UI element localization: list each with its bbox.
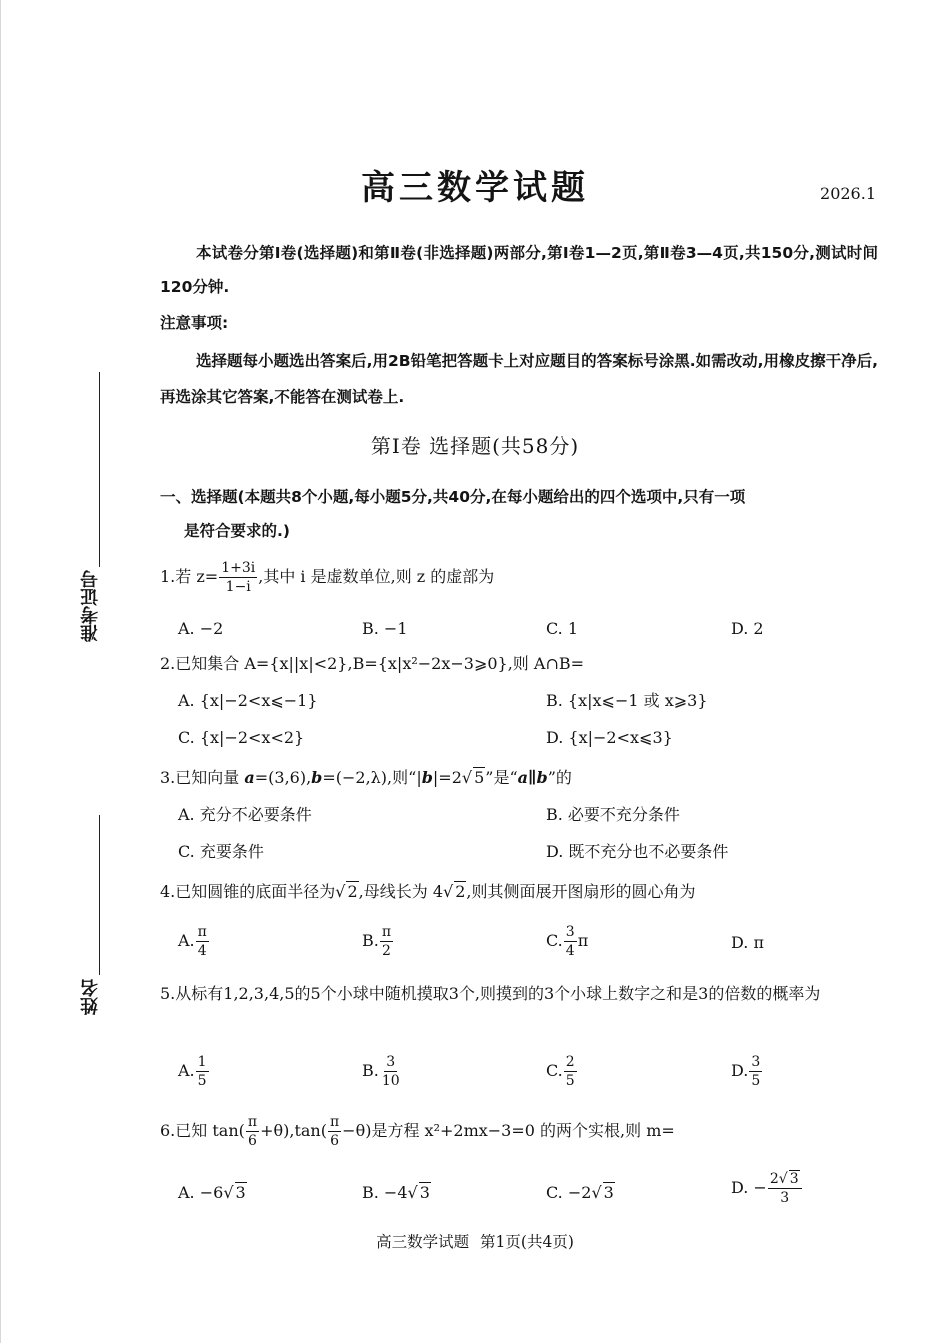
section1-heading-line1: 一、选择题(本题共8个小题,每小题5分,共40分,在每小题给出的四个选项中,只有一项 (160, 488, 746, 506)
q5-option-c (546, 1055, 578, 1088)
question-stem-part: =(3,6), (254, 768, 312, 787)
section1-heading (160, 480, 880, 548)
question-stem-part: ,其中 i 是虚数单位,则 z 的虚部为 (258, 567, 495, 586)
fraction-denominator: 1−i (225, 579, 251, 595)
question-number: 2. (160, 654, 176, 673)
fraction-denominator: 4 (565, 943, 575, 959)
question-stem-part: +θ),tan( (260, 1121, 327, 1140)
question-stem: 从标有1,2,3,4,5的5个小球中随机摸取3个,则摸到的3个小球上数字之和是3的倍数的概率为 (175, 984, 821, 1003)
option-label: A. (178, 931, 195, 950)
sqrt-radicand: 3 (419, 1183, 430, 1202)
question-stem-part: 若 z= (175, 567, 219, 586)
q3-option-b: B. 必要不充分条件 (546, 805, 680, 824)
fraction (564, 925, 577, 958)
question-2 (160, 651, 880, 677)
q4-option-c (546, 925, 588, 958)
q1-option-b: B. −1 (362, 619, 408, 638)
question-stem-part: =(−2,λ),则“| (322, 768, 422, 787)
fraction-denominator: 6 (330, 1133, 340, 1149)
question-1 (160, 561, 880, 594)
fraction (246, 1115, 259, 1148)
sqrt-radicand: 3 (789, 1171, 799, 1187)
exam-number-label: 准考证号 (80, 570, 101, 642)
fraction-denominator: 5 (197, 1073, 207, 1089)
fraction (380, 1055, 402, 1088)
option-label: A. −6 (178, 1183, 224, 1202)
page-footer: 高三数学试题 第1页(共4页) (376, 1233, 574, 1251)
sqrt-sign: √ (778, 1171, 788, 1187)
fraction-denominator: 10 (381, 1073, 400, 1089)
sqrt-radicand: 3 (235, 1183, 246, 1202)
fraction-numerator: 1 (197, 1054, 207, 1070)
notice-body: 选择题每小题选出答案后,用2B铅笔把答题卡上对应题目的答案标号涂黑.如需改动,用橡皮擦干净后,再选涂其它答案,不能答在测试卷上. (160, 352, 878, 406)
question-stem-part: 已知圆锥的底面半径为 (175, 882, 336, 901)
question-number: 3. (160, 768, 176, 787)
question-stem-part: ,则其侧面展开图扇形的圆心角为 (466, 882, 696, 901)
fraction (196, 925, 209, 958)
q1-option-a: A. −2 (178, 619, 224, 638)
q3-option-c: C. 充要条件 (178, 842, 264, 861)
sqrt-radicand: 2 (347, 882, 358, 901)
q3-option-d: D. 既不充分也不必要条件 (546, 842, 729, 861)
fraction-numerator: π (381, 924, 392, 940)
option-label: B. −4 (362, 1183, 408, 1202)
q6-option-c (546, 1180, 615, 1206)
q1-option-d: D. 2 (731, 619, 764, 638)
question-stem-part: ”是“ (485, 768, 518, 787)
option-label: B. (362, 1061, 379, 1080)
fraction (749, 1055, 762, 1088)
option-label: C. −2 (546, 1183, 592, 1202)
intro-paragraph: 本试卷分第Ⅰ卷(选择题)和第Ⅱ卷(非选择题)两部分,第Ⅰ卷1—2页,第Ⅱ卷3—4页,共150分,测试时间120分钟. (160, 244, 878, 296)
fraction (196, 1055, 209, 1088)
q5-option-d (731, 1055, 763, 1088)
section1-heading-line2: 是符合要求的.) (184, 522, 290, 540)
fraction-numerator: π (329, 1114, 340, 1130)
sqrt-radicand: 3 (603, 1183, 614, 1202)
sqrt-sign: √ (335, 882, 346, 901)
sqrt-radicand: 5 (474, 768, 485, 787)
q1-option-c: C. 1 (546, 619, 579, 638)
question-6 (160, 1115, 880, 1148)
question-stem-part: 已知向量 (175, 768, 245, 787)
fraction (219, 561, 257, 594)
fraction-numerator: 3 (751, 1054, 761, 1070)
question-number: 6. (160, 1121, 176, 1140)
exam-title: 高三数学试题 (361, 168, 589, 208)
exam-number-write-line (99, 372, 100, 567)
exam-number-field (78, 372, 122, 650)
option-text: π (753, 933, 764, 952)
question-number: 4. (160, 882, 176, 901)
question-stem-part: −θ)是方程 x²+2mx−3=0 的两个实根,则 m= (342, 1121, 675, 1140)
name-label: 姓名 (80, 979, 101, 1015)
coefficient: 2 (769, 1171, 779, 1187)
q5-option-a (178, 1055, 210, 1088)
part1-heading: 第Ⅰ卷 选择题(共58分) (370, 434, 580, 458)
sqrt-radicand: 2 (455, 882, 466, 901)
q2-option-a: A. {x|−2<x⩽−1} (178, 691, 318, 710)
option-suffix: π (577, 931, 589, 950)
sqrt-sign: √ (443, 882, 454, 901)
fraction (380, 925, 393, 958)
sqrt-sign: √ (591, 1183, 602, 1202)
question-stem-part: ”的 (547, 768, 572, 787)
q6-option-d (731, 1172, 803, 1205)
fraction-denominator: 5 (565, 1073, 575, 1089)
question-stem: 已知集合 A={x||x|<2},B={x|x²−2x−3⩾0},则 A∩B= (175, 654, 585, 673)
q6-option-a (178, 1180, 247, 1206)
name-write-line (99, 815, 100, 975)
q4-option-b (362, 925, 394, 958)
q4-option-d (731, 930, 764, 956)
fraction-numerator (768, 1172, 802, 1189)
q2-option-b: B. {x|x⩽−1 或 x⩾3} (546, 691, 708, 710)
fraction-denominator: 2 (381, 943, 391, 959)
fraction-numerator: π (197, 924, 207, 940)
question-number: 1. (160, 567, 176, 586)
fraction-denominator: 4 (197, 943, 207, 959)
q3-option-a: A. 充分不必要条件 (178, 805, 312, 824)
fraction (328, 1115, 341, 1148)
vector-parallel-expr: a∥b (517, 768, 548, 787)
question-5 (160, 976, 880, 1012)
fraction (564, 1055, 577, 1088)
fraction-numerator: 1+3i (221, 560, 256, 576)
question-stem-part: 已知 tan( (175, 1121, 245, 1140)
fraction-numerator: 3 (386, 1054, 396, 1070)
sqrt-sign: √ (461, 768, 473, 787)
exam-date: 2026.1 (820, 184, 876, 203)
q2-option-c: C. {x|−2<x<2} (178, 728, 305, 747)
option-label: A. (178, 1061, 195, 1080)
question-number: 5. (160, 984, 176, 1003)
vector-a: a (244, 768, 255, 787)
question-stem-part: |=2 (432, 768, 462, 787)
q6-option-b (362, 1180, 431, 1206)
fraction (768, 1172, 802, 1205)
fraction-denominator: 5 (751, 1073, 761, 1089)
vector-b: b (311, 768, 323, 787)
name-field (78, 815, 122, 1025)
fraction-numerator: 2 (565, 1054, 575, 1070)
fraction-numerator: π (247, 1114, 258, 1130)
sqrt-sign: √ (407, 1183, 418, 1202)
option-label: D. (731, 933, 749, 952)
option-label: D. − (731, 1178, 767, 1197)
q5-option-b (362, 1055, 403, 1088)
question-stem-part: ,母线长为 4 (358, 882, 444, 901)
notice-title: 注意事项: (160, 314, 229, 332)
option-label: D. (731, 1061, 749, 1080)
question-4 (160, 879, 880, 905)
q4-option-a (178, 925, 210, 958)
q2-option-d: D. {x|−2<x⩽3} (546, 728, 673, 747)
option-label: B. (362, 931, 379, 950)
fraction-denominator: 3 (780, 1190, 790, 1206)
fraction-numerator: 3 (565, 924, 575, 940)
option-label: C. (546, 1061, 563, 1080)
sqrt-sign: √ (223, 1183, 234, 1202)
option-label: C. (546, 931, 563, 950)
vector-b: b (421, 768, 433, 787)
fraction-denominator: 6 (248, 1133, 257, 1149)
question-3 (160, 765, 880, 791)
